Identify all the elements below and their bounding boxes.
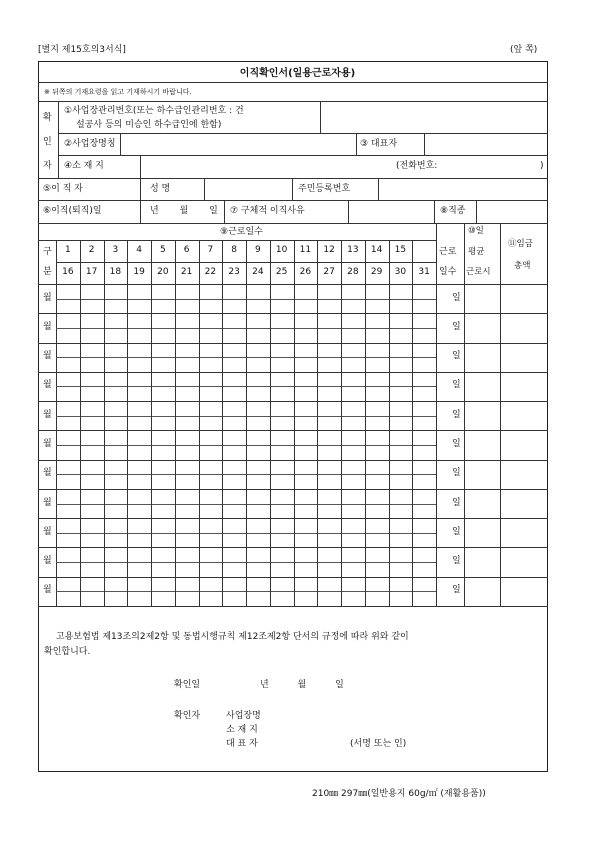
day-label: 28	[347, 267, 359, 277]
day-unit-label: 일	[452, 585, 461, 596]
day-unit-label: 일	[452, 556, 461, 567]
address-field[interactable]	[142, 157, 382, 176]
leaver-label: ⑤이 직 자	[43, 184, 83, 194]
sign-biz-name: 사업장명	[226, 711, 261, 721]
day-label: 29	[370, 267, 383, 277]
phone-close: )	[540, 161, 544, 171]
day-label: 7	[207, 245, 214, 255]
day-label: 21	[180, 267, 193, 277]
day-unit-label: 일	[452, 409, 461, 420]
form-title: 이직확인서(일용근로자용)	[239, 68, 356, 79]
month-label: 월	[43, 585, 52, 596]
day-label: 10	[275, 245, 288, 255]
day-label: 19	[133, 267, 145, 277]
day-label: 31	[418, 267, 430, 277]
day-label: 26	[299, 267, 312, 277]
day-label: 12	[323, 245, 335, 255]
reason-field[interactable]	[350, 202, 432, 221]
sign-rep: 대 표 자	[226, 739, 258, 749]
month-label: 월	[43, 439, 52, 449]
biz-name-label: ②사업장명칭	[64, 139, 116, 149]
biz-name-field[interactable]	[122, 135, 354, 153]
day-unit-label: 일	[452, 380, 461, 391]
day-label: 27	[323, 267, 335, 277]
paper-spec: 210㎜ 297㎜(일반용지 60g/㎡ (재활용품))	[312, 789, 486, 799]
avg-label-3: 근로시	[466, 267, 491, 277]
day-label: 6	[183, 245, 190, 255]
workdays-header: ⑨근로일수	[220, 227, 263, 237]
confirm-date-field[interactable]: 년 월 일	[260, 680, 344, 690]
day-label: 16	[62, 267, 74, 277]
divider	[38, 82, 548, 83]
day-label: 5	[160, 245, 166, 255]
section-label-top: 구	[43, 247, 52, 257]
avg-label-1: ⑩일	[468, 226, 484, 236]
confirmer-side-1: 확	[43, 113, 52, 123]
count-label-top: 근로	[439, 247, 457, 257]
signature-placeholder[interactable]: (서명 또는 인)	[350, 739, 407, 749]
instruction-note: ※ 뒤쪽의 기재요령을 읽고 기재하시기 바랍니다.	[44, 88, 192, 96]
rep-field[interactable]	[426, 135, 544, 153]
mgmt-no-label: ①사업장관리번호(또는 하수급인관리번호 : 건	[64, 106, 244, 116]
address-label: ④소 재 지	[64, 161, 104, 171]
rep-label: ③ 대표자	[360, 139, 398, 149]
confirm-date-label: 확인일	[174, 680, 201, 690]
sign-address: 소 재 지	[226, 725, 258, 735]
reason-label: ⑦ 구체적 이직사유	[230, 206, 305, 216]
month-label: 월	[43, 526, 52, 537]
day-label: 1	[65, 245, 71, 255]
day-unit-label: 일	[452, 497, 461, 508]
day-label: 8	[231, 245, 237, 255]
day-label: 20	[157, 267, 169, 277]
day-label: 23	[228, 267, 240, 277]
avg-label-2: 평균	[468, 247, 485, 257]
month-label: 월	[43, 292, 52, 303]
day-label: 17	[85, 267, 98, 277]
job-label: ⑧직종	[440, 206, 466, 216]
month-label: 월	[43, 468, 52, 479]
job-field[interactable]	[478, 202, 544, 221]
confirmer-label: 확인자	[174, 711, 201, 721]
day-label: 2	[88, 245, 95, 255]
page-side-label: (앞 쪽)	[510, 45, 538, 55]
leave-date-label: ⑥이직(퇴직)일	[43, 206, 102, 216]
declaration-text-2: 확인합니다.	[44, 647, 91, 657]
day-label: 3	[112, 245, 119, 255]
month-label: 월	[43, 351, 52, 362]
day-unit-label: 일	[452, 439, 461, 449]
day-label: 13	[347, 245, 359, 255]
day-label: 11	[299, 245, 312, 255]
confirmer-side-2: 인	[43, 137, 52, 147]
month-label: 월	[43, 409, 52, 420]
day-label: 25	[275, 267, 288, 277]
day-label: 30	[394, 267, 407, 277]
day-label: 14	[370, 245, 383, 255]
day-label: 18	[109, 267, 122, 277]
wage-label-1: ⑪임금	[508, 239, 533, 249]
divider	[38, 101, 548, 102]
count-label-bottom: 일수	[439, 267, 457, 277]
wage-label-2: 총액	[514, 261, 531, 271]
rrn-label: 주민등록번호	[298, 184, 351, 194]
section-label-bottom: 분	[43, 267, 52, 277]
confirmer-side-3: 자	[43, 161, 52, 171]
day-unit-label: 일	[452, 526, 461, 537]
phone-label: (전화번호:	[396, 161, 438, 171]
leave-date-field[interactable]: 년 월 일	[150, 206, 218, 216]
month-label: 월	[43, 556, 52, 567]
form-number: [별지 제15호의3서식]	[38, 45, 126, 55]
day-label: 22	[204, 267, 217, 277]
day-unit-label: 일	[452, 321, 461, 332]
mgmt-no-field[interactable]	[322, 103, 544, 131]
day-label: 24	[252, 267, 264, 277]
day-unit-label: 일	[452, 292, 461, 303]
day-label: 4	[136, 245, 142, 255]
name-label: 성 명	[150, 184, 171, 194]
day-unit-label: 일	[452, 351, 461, 362]
day-label: 15	[394, 245, 407, 255]
day-label: 9	[255, 245, 261, 255]
day-unit-label: 일	[452, 468, 461, 479]
month-label: 월	[43, 497, 52, 508]
name-field[interactable]	[206, 180, 290, 198]
rrn-field[interactable]	[380, 180, 544, 198]
declaration-text: 고용보험법 제13조의2제2항 및 동법시행규칙 제12조제2항 단서의 규정에 따라 위와 같이	[56, 632, 409, 642]
month-label: 월	[43, 380, 52, 391]
mgmt-no-label-2: 설공사 등의 미승인 하수급인에 한함)	[76, 120, 222, 130]
month-label: 월	[43, 321, 52, 332]
